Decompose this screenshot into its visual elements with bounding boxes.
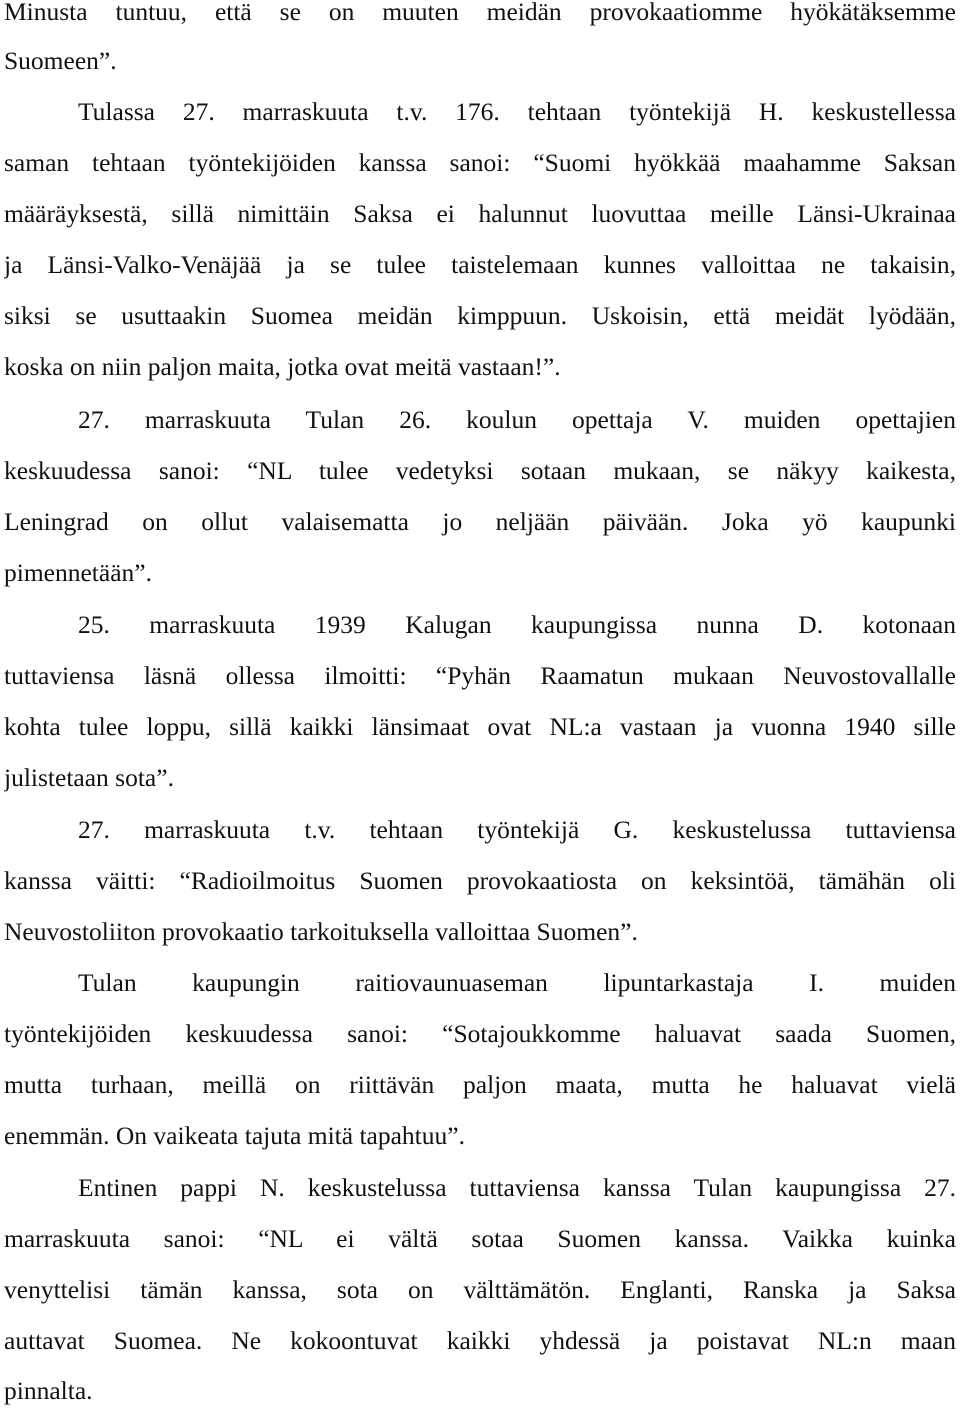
text-line: Suomeen”. [4, 46, 117, 75]
text-line: Tulassa 27. marraskuuta t.v. 176. tehtaan työntekijä H. keskustellessa [78, 97, 956, 126]
text-line: ja Länsi-Valko-Venäjää ja se tulee taistelemaan kunnes valloittaa ne takaisin, [4, 250, 956, 279]
text-line: keskuudessa sanoi: “NL tulee vedetyksi sotaan mukaan, se näkyy kaikesta, [4, 456, 956, 485]
text-line: Neuvostoliiton provokaatio tarkoituksella valloittaa Suomen”. [4, 917, 638, 946]
text-line: 25. marraskuuta 1939 Kalugan kaupungissa nunna D. kotonaan [78, 610, 956, 639]
text-line: kanssa väitti: “Radioilmoitus Suomen provokaatiosta on keksintöä, tämähän oli [4, 866, 956, 895]
text-line: tuttaviensa läsnä ollessa ilmoitti: “Pyhän Raamatun mukaan Neuvostovallalle [4, 661, 956, 690]
text-line: pinnalta. [4, 1376, 93, 1405]
text-line: venyttelisi tämän kanssa, sota on välttämätön. Englanti, Ranska ja Saksa [4, 1275, 956, 1304]
text-line: saman tehtaan työntekijöiden kanssa sanoi: “Suomi hyökkää maahamme Saksan [4, 148, 956, 177]
text-line: Minusta tuntuu, että se on muuten meidän provokaatiomme hyökätäksemme [4, 0, 956, 26]
text-line: määräyksestä, sillä nimittäin Saksa ei halunnut luovuttaa meille Länsi-Ukrainaa [4, 199, 956, 228]
text-line: Entinen pappi N. keskustelussa tuttaviensa kanssa Tulan kaupungissa 27. [78, 1173, 956, 1202]
text-line: työntekijöiden keskuudessa sanoi: “Sotajoukkomme haluavat saada Suomen, [4, 1019, 956, 1048]
text-line: siksi se usuttaakin Suomea meidän kimppuun. Uskoisin, että meidät lyödään, [4, 301, 956, 330]
text-line: mutta turhaan, meillä on riittävän paljon maata, mutta he haluavat vielä [4, 1070, 956, 1099]
text-line: auttavat Suomea. Ne kokoontuvat kaikki yhdessä ja poistavat NL:n maan [4, 1326, 956, 1355]
text-line: marraskuuta sanoi: “NL ei vältä sotaa Suomen kanssa. Vaikka kuinka [4, 1224, 956, 1253]
text-line: julistetaan sota”. [4, 763, 174, 792]
text-line: 27. marraskuuta Tulan 26. koulun opettaja V. muiden opettajien [78, 405, 956, 434]
text-line: 27. marraskuuta t.v. tehtaan työntekijä G. keskustelussa tuttaviensa [78, 815, 956, 844]
text-line: enemmän. On vaikeata tajuta mitä tapahtuu”. [4, 1121, 465, 1150]
text-line: pimennetään”. [4, 558, 152, 587]
text-line: koska on niin paljon maita, jotka ovat meitä vastaan!”. [4, 352, 561, 381]
text-line: kohta tulee loppu, sillä kaikki länsimaat ovat NL:a vastaan ja vuonna 1940 sille [4, 712, 956, 741]
text-line: Tulan kaupungin raitiovaunuaseman lipuntarkastaja I. muiden [78, 968, 956, 997]
text-line: Leningrad on ollut valaisematta jo neljään päivään. Joka yö kaupunki [4, 507, 956, 536]
